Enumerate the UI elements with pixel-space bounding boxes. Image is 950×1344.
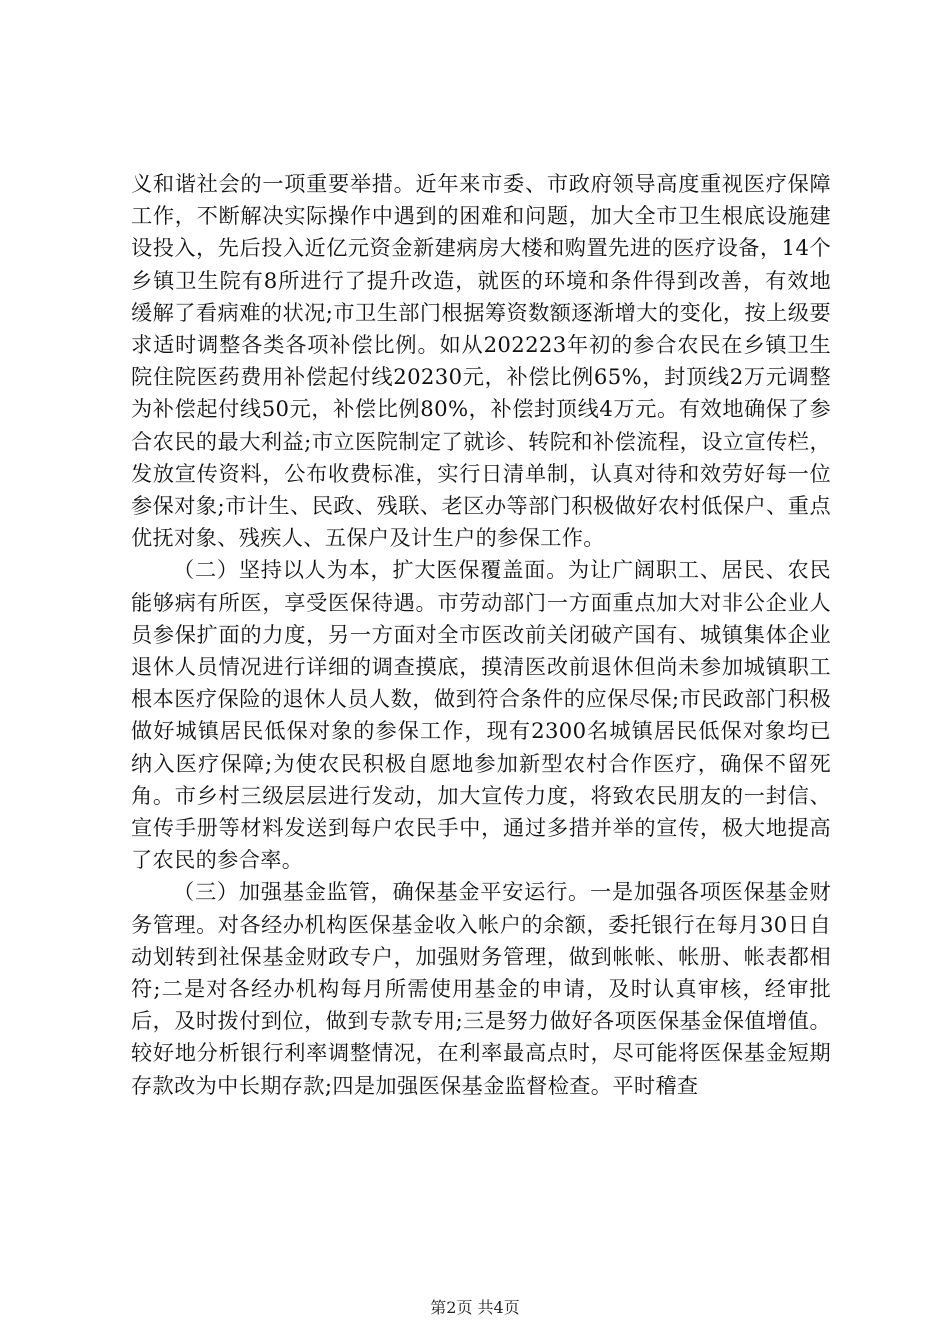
page-number-footer: 第2页 共4页 — [430, 1298, 520, 1317]
paragraph-3: （三）加强基金监管，确保基金平安运行。一是加强各项医保基金财务管理。对各经办机构医保基金收入帐户的余额，委托银行在每月30日自动划转到社保基金财政专户，加强财务管理，做到帐帐、帐册、帐表都相符;二是对各经办机构每月所需使用基金的申请，及时认真审核，经审批后，及时拨付到位，做到专款专用;三是努力做好各项医保基金保值增值。较好地分析银行利率调整情况，在利率最高点时，尽可能将医保基金短期存款改为中长期存款;四是加强医保基金监督检查。平时稽查 — [131, 879, 831, 1098]
paragraph-1: 义和谐社会的一项重要举措。近年来市委、市政府领导高度重视医疗保障工作，不断解决实际操作中遇到的困难和问题，加大全市卫生根底设施建设投入，先后投入近亿元资金新建病房大楼和购置先进的医疗设备，14个乡镇卫生院有8所进行了提升改造，就医的环境和条件得到改善，有效地缓解了看病难的状况;市卫生部门根据筹资数额逐渐增大的变化，按上级要求适时调整各类各项补偿比例。如从202223年初的参合农民在乡镇卫生院住院医药费用补偿起付线20230元，补偿比例65%，封顶线2万元调整为补偿起付线50元，补偿比例80%，补偿封顶线4万元。有效地确保了参合农民的最大利益;市立医院制定了就诊、转院和补偿流程，设立宣传栏，发放宣传资料，公布收费标准，实行日清单制，认真对待和效劳好每一位参保对象;市计生、民政、残联、老区办等部门积极做好农村低保户、重点优抚对象、残疾人、五保户及计生户的参保工作。 — [131, 171, 831, 551]
paragraph-2: （二）坚持以人为本，扩大医保覆盖面。为让广阔职工、居民、农民能够病有所医，享受医保待遇。市劳动部门一方面重点加大对非公企业人员参保扩面的力度，另一方面对全市医改前关闭破产国有、城镇集体企业退休人员情况进行详细的调查摸底，摸清医改前退休但尚未参加城镇职工根本医疗保险的退休人员人数，做到符合条件的应保尽保;市民政部门积极做好城镇居民低保对象的参保工作，现有2300名城镇居民低保对象均已纳入医疗保障;为使农民积极自愿地参加新型农村合作医疗，确保不留死角。市乡村三级层层进行发动，加大宣传力度，将致农民朋友的一封信、宣传手册等材料发送到每户农民手中，通过多措并举的宣传，极大地提高了农民的参合率。 — [131, 557, 831, 873]
document-body — [131, 168, 831, 1102]
